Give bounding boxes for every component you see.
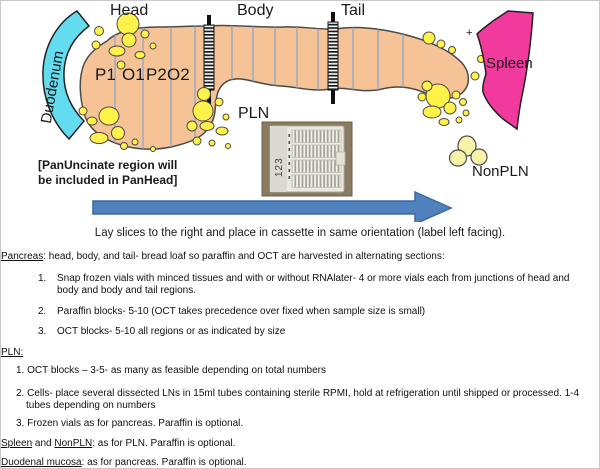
section-label-p2: P2	[146, 65, 167, 84]
item-text: Frozen vials as for pancreas. Paraffin is optional.	[27, 417, 244, 429]
item-number: 1.	[16, 365, 25, 376]
spleen-term: Spleen	[1, 438, 33, 449]
uncinate-note-line1: [PanUncinate region will	[38, 158, 178, 172]
cassette-number-label: 123	[274, 157, 285, 177]
body-region-label: Body	[237, 2, 274, 19]
spleen-nonpln-line	[1, 438, 599, 451]
nonpln-label: NonPLN	[472, 163, 529, 180]
uncinate-note-line2: be included in PanHead]	[38, 173, 178, 187]
spleen-label: Spleen	[486, 55, 533, 72]
duodenal-rest: : as for pancreas. Paraffin is optional.	[81, 456, 247, 468]
item-number: 3.	[38, 326, 47, 337]
duodenum-label: Duodenum	[37, 49, 68, 125]
spleen-mid: and	[32, 438, 55, 449]
pancreas-desc: : head, body, and tail- bread loaf so paraffin and OCT are harvested in alternating sections:	[43, 251, 445, 262]
tail-region-label: Tail	[341, 2, 366, 19]
item-text: Paraffin blocks- 5-10 (OCT takes precedence over fixed when sample size is small)	[57, 305, 426, 317]
lymph-cluster-nonpln	[450, 136, 488, 166]
uncinate-note	[38, 158, 177, 187]
item-number: 1.	[38, 272, 47, 284]
item-text: Snap frozen vials with minced tissues and with or without RNAlater- 4 or more vials each from junctions of head and body and body and tail regions.	[57, 272, 570, 296]
spleen-rest: : as for PLN. Paraffin is optional.	[92, 438, 236, 449]
item-text: Cells- place several dissected LNs in 15ml tubes containing sterile RPMI, hold at refrigeration until shipped or processed. 1-4 tubes depending on numbers	[26, 387, 580, 411]
spleen-plus-mark: +	[466, 27, 473, 39]
head-region-label: Head	[110, 2, 149, 19]
duodenal-term: Duodenal mucosa	[1, 456, 82, 468]
caption: Lay slices to the right and place in cassette in same orientation (label left facing).	[94, 227, 506, 239]
duodenal-mucosa-line	[1, 457, 599, 469]
section-label-p1: P1	[95, 65, 116, 84]
cassette-photo	[262, 122, 352, 196]
pancreas-term: Pancreas	[1, 251, 44, 262]
pln-item-2	[16, 388, 599, 413]
item-text: OCT blocks- 5-10 all regions or as indicated by size	[57, 326, 286, 337]
item-number: 2.	[16, 387, 25, 399]
ruler-marker-body-tail	[328, 12, 338, 104]
pln-label: PLN	[238, 105, 270, 122]
protocol-text	[1, 251, 599, 469]
pln-item-1	[16, 365, 599, 378]
item-text: OCT blocks – 3-5- as many as feasible depending on total numbers	[27, 365, 326, 376]
pln-item-3	[16, 418, 599, 431]
pancreas-item-1	[1, 273, 599, 298]
dissection-diagram	[0, 0, 600, 222]
pancreas-item-3	[1, 326, 599, 339]
section-label-o1: O1	[122, 65, 145, 84]
pln-term: PLN:	[1, 346, 24, 358]
section-label-o2: O2	[167, 65, 190, 84]
pln-section-heading	[1, 347, 599, 360]
item-number: 3.	[16, 417, 25, 429]
item-number: 2.	[38, 305, 47, 317]
pancreas-item-2	[1, 306, 599, 319]
pancreas-section-lead	[1, 251, 599, 264]
nonpln-term: NonPLN	[54, 438, 93, 449]
